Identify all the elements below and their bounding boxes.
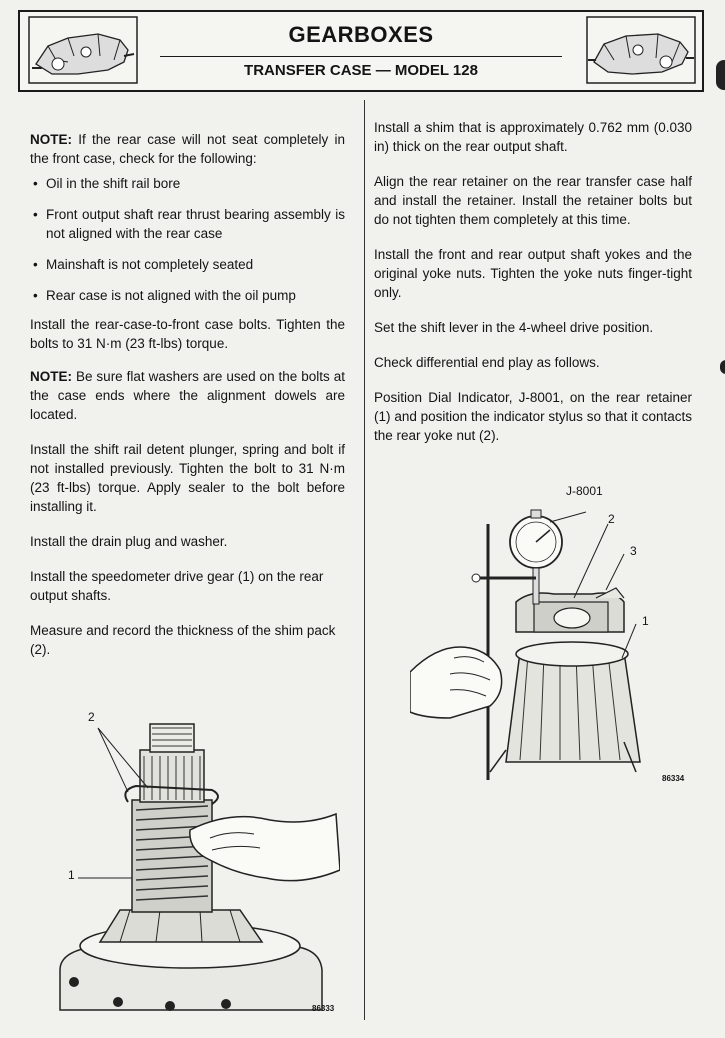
callout-label: 2 (608, 512, 615, 526)
page-edge-tab (716, 60, 725, 90)
note-text: Be sure flat washers are used on the bolts at the case ends where the alignment dowels are located. (30, 369, 345, 422)
instruction-paragraph: Position Dial Indicator, J-8001, on the rear retainer (1) and position the indicator stylus so that it contacts the rear yoke nut (2). (374, 390, 692, 443)
page-header (18, 10, 704, 92)
left-column (30, 130, 345, 659)
note-text: If the rear case will not seat completely in the front case, check for the following: (30, 132, 345, 166)
header-rule (160, 56, 562, 57)
figure-dial-indicator (410, 482, 700, 782)
page-subtitle: TRANSFER CASE — MODEL 128 (244, 62, 478, 79)
tool-label: J-8001 (566, 484, 603, 498)
instruction-paragraph: Install the front and rear output shaft yokes and the original yoke nuts. Tighten the yoke nuts finger-tight only. (374, 247, 692, 300)
figure-number: 86334 (662, 774, 685, 783)
figure-shim-measurement (40, 710, 340, 1020)
callout-label: 3 (630, 544, 637, 558)
instruction-paragraph: Install the shift rail detent plunger, spring and bolt if not installed previously. Tighten the bolt to 31 N·m (23 ft-lbs) torque. Apply sealer to the bolt before installing it. (30, 442, 345, 514)
list-item: • Mainshaft is not completely seated (33, 257, 254, 272)
instruction-paragraph: Install the speedometer drive gear (1) on the rear output shafts. (30, 569, 324, 603)
list-item: • Front output shaft rear thrust bearing assembly is not aligned with the rear case (33, 207, 345, 241)
callout-label: 2 (88, 710, 95, 724)
right-column (374, 118, 692, 445)
gearbox-illustration-icon (586, 16, 696, 84)
note-paragraph (30, 130, 345, 168)
page-title: GEARBOXES (288, 22, 434, 47)
column-divider (364, 100, 365, 1020)
note-label: NOTE: (30, 132, 72, 147)
list-item: • Oil in the shift rail bore (33, 176, 181, 191)
note-paragraph (30, 367, 345, 424)
callout-label: 1 (642, 614, 649, 628)
note-label: NOTE: (30, 369, 72, 384)
instruction-paragraph: Install the rear-case-to-front case bolts. Tighten the bolts to 31 N·m (23 ft-lbs) torque. (30, 317, 345, 351)
callout-label: 1 (68, 868, 75, 882)
shaft-and-hand-illustration (40, 710, 340, 1020)
instruction-paragraph: Check differential end play as follows. (374, 355, 600, 370)
instruction-paragraph: Install a shim that is approximately 0.762 mm (0.030 in) thick on the rear output shaft. (374, 120, 692, 154)
dial-indicator-illustration (410, 482, 700, 782)
page-edge-tab (720, 360, 725, 374)
figure-number: 86333 (312, 1004, 335, 1013)
list-item: • Rear case is not aligned with the oil pump (33, 288, 296, 303)
instruction-paragraph: Measure and record the thickness of the shim pack (2). (30, 623, 336, 657)
instruction-paragraph: Install the drain plug and washer. (30, 534, 228, 549)
instruction-paragraph: Align the rear retainer on the rear transfer case half and install the retainer. Install the retainer bolts but do not tighten them completely at this time. (374, 174, 692, 227)
instruction-paragraph: Set the shift lever in the 4-wheel drive position. (374, 320, 654, 335)
checklist (30, 174, 345, 305)
